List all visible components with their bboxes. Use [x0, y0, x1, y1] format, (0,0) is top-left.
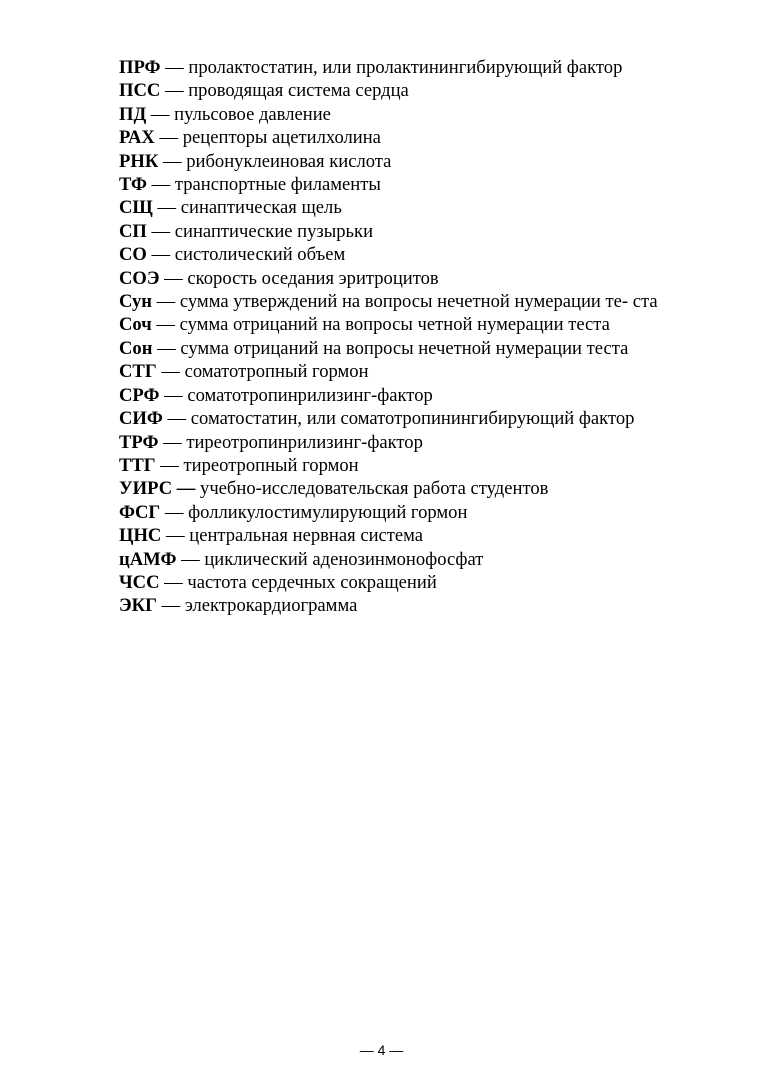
abbreviation-item: [75, 477, 695, 500]
abbreviation-definition: — соматотропинрилизинг-фактор: [159, 384, 433, 406]
abbreviation-term: ПД: [119, 103, 147, 125]
abbreviation-item: [75, 150, 695, 173]
abbreviation-definition: — соматотропный гормон: [156, 361, 369, 383]
abbreviation-item: [75, 220, 695, 243]
abbreviation-definition: — скорость оседания эритроцитов: [159, 267, 439, 289]
abbreviation-term: ПРФ: [119, 57, 161, 78]
abbreviation-definition: — пульсовое давление: [146, 103, 331, 125]
abbreviation-item: [75, 407, 695, 430]
abbreviation-item: [75, 360, 695, 383]
abbreviation-item: [75, 313, 695, 336]
abbreviation-item: [75, 243, 695, 266]
abbreviation-item: [75, 103, 695, 126]
abbreviation-term: УИРС —: [119, 478, 196, 500]
abbreviation-definition: — рибонуклеиновая кислота: [158, 150, 392, 172]
abbreviation-definition: — центральная нервная система: [161, 525, 424, 547]
abbreviation-item: [75, 56, 695, 79]
abbreviation-definition: — электрокардиограмма: [156, 595, 358, 617]
abbreviation-item: [75, 571, 695, 594]
abbreviation-item: [75, 79, 695, 102]
abbreviation-term: СРФ: [119, 384, 160, 406]
abbreviation-definition: учебно-исследовательская работа студентов: [195, 478, 549, 500]
abbreviation-item: [75, 384, 695, 407]
abbreviation-definition: — фолликулостимулирующий гормон: [160, 501, 468, 523]
abbreviation-term: СП: [119, 220, 147, 242]
abbreviation-item: [75, 196, 695, 219]
page-number: — 4 —: [359, 1042, 404, 1058]
abbreviation-definition: — пролактостатин, или пролактинингибирующий фактор: [160, 57, 623, 78]
abbreviation-definition: — частота сердечных сокращений: [159, 571, 437, 593]
abbreviation-item: [75, 126, 695, 149]
abbreviation-definition: — тиреотропинрилизинг-фактор: [158, 431, 423, 453]
abbreviation-definition: — сумма отрицаний на вопросы четной нумерации теста: [151, 314, 610, 336]
abbreviation-term: СТГ: [119, 361, 157, 383]
abbreviation-term: СО: [119, 244, 147, 266]
abbreviation-term: СОЭ: [119, 267, 160, 289]
abbreviation-definition: — сумма утверждений на вопросы нечетной нумерации те- ста: [151, 291, 658, 313]
abbreviation-term: Соч: [119, 314, 152, 336]
abbreviation-definition: — транспортные филаменты: [146, 174, 381, 196]
abbreviation-definition: — тиреотропный гормон: [155, 454, 359, 476]
abbreviation-term: ЦНС: [119, 525, 162, 547]
abbreviation-definition: — сумма отрицаний на вопросы нечетной нумерации теста: [152, 337, 629, 359]
abbreviation-definition: — соматостатин, или соматотропинингибирующий фактор: [162, 408, 635, 430]
abbreviation-item: [75, 454, 695, 477]
abbreviation-item: [75, 267, 695, 290]
abbreviation-term: ТРФ: [119, 431, 159, 453]
abbreviation-definition: — циклический аденозинмонофосфат: [176, 548, 484, 570]
abbreviation-item: [75, 524, 695, 547]
abbreviation-item: [75, 337, 695, 360]
abbreviation-item: [75, 548, 695, 571]
abbreviation-definition: — синаптические пузырьки: [146, 220, 374, 242]
abbreviation-list: [75, 56, 695, 618]
abbreviation-item: [75, 173, 695, 196]
abbreviation-definition: — синаптическая щель: [152, 197, 342, 219]
abbreviation-term: ТТГ: [119, 454, 156, 476]
abbreviation-definition: — проводящая система сердца: [160, 80, 409, 102]
abbreviation-term: ПСС: [119, 80, 161, 102]
abbreviation-term: ЭКГ: [119, 595, 157, 617]
abbreviation-term: РАХ: [119, 127, 155, 149]
abbreviation-definition: — рецепторы ацетилхолина: [154, 127, 381, 149]
abbreviation-item: [75, 594, 695, 617]
abbreviation-term: Сун: [119, 291, 152, 313]
abbreviation-term: ФСГ: [119, 501, 161, 523]
abbreviation-term: РНК: [119, 150, 159, 172]
abbreviation-item: [75, 290, 695, 313]
abbreviation-definition: — систолический объем: [146, 244, 346, 266]
abbreviation-term: ТФ: [119, 174, 147, 196]
abbreviation-item: [75, 501, 695, 524]
abbreviation-term: ЧСС: [119, 571, 160, 593]
abbreviation-term: Сон: [119, 337, 153, 359]
abbreviation-item: [75, 431, 695, 454]
abbreviation-term: СЩ: [119, 197, 153, 219]
abbreviation-term: СИФ: [119, 408, 163, 430]
abbreviation-term: цАМФ: [119, 548, 177, 570]
